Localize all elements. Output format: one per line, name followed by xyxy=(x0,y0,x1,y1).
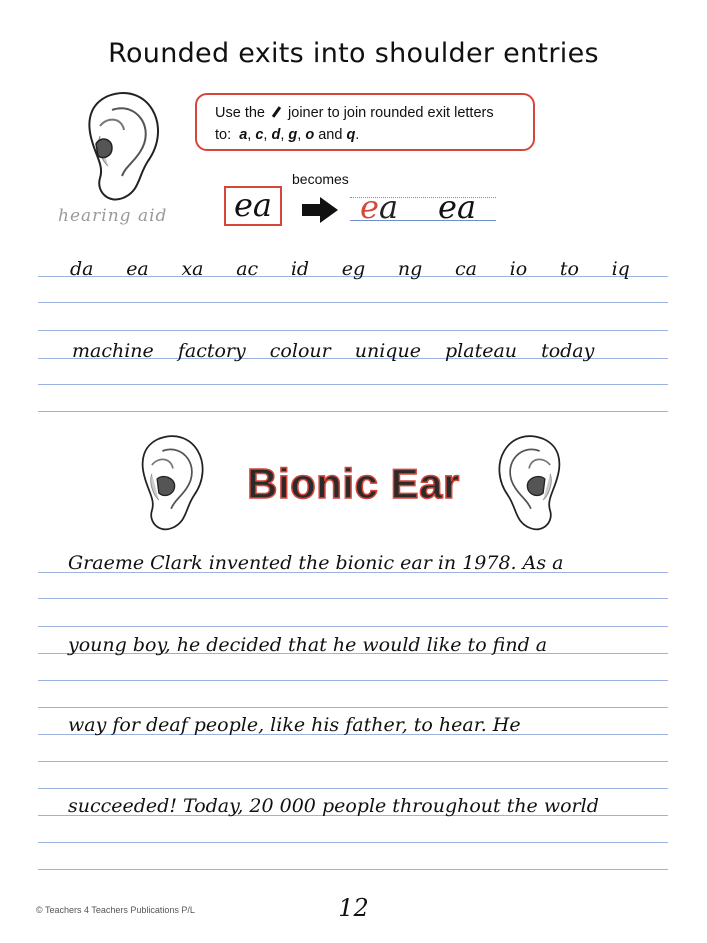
page-title: Rounded exits into shoulder entries xyxy=(108,38,599,69)
practice-pair: da xyxy=(70,258,94,280)
copyright-text: Teachers 4 Teachers Publications P/L xyxy=(44,905,195,915)
instruction-box: Use the joiner to join rounded exit letters to: a, c, d, g, o and q. xyxy=(195,93,535,151)
practice-pair: ea xyxy=(126,258,149,280)
practice-words xyxy=(72,340,612,362)
letter: g xyxy=(288,127,298,143)
writing-line xyxy=(38,330,668,331)
writing-line xyxy=(38,411,668,412)
ear-hearing-aid-icon xyxy=(490,430,570,535)
passage-line: way for deaf people, like his father, to hear. He xyxy=(68,714,521,736)
writing-line xyxy=(38,384,668,385)
practice-pair: ca xyxy=(454,258,477,280)
practice-pair: eg xyxy=(341,258,366,280)
example-joined-e: e xyxy=(360,188,379,226)
page-number: 12 xyxy=(338,894,369,922)
example-before: ea xyxy=(224,186,282,226)
instruction-text: and xyxy=(318,127,343,143)
practice-word: colour xyxy=(269,340,331,362)
practice-letters xyxy=(70,258,630,280)
practice-word: factory xyxy=(177,340,246,362)
instruction-text: Use the xyxy=(215,105,265,121)
practice-word: unique xyxy=(354,340,421,362)
writing-line xyxy=(38,869,668,870)
becomes-label: becomes xyxy=(292,171,349,187)
practice-pair: xa xyxy=(181,258,204,280)
writing-line xyxy=(38,761,668,762)
hearing-aid-caption: hearing aid xyxy=(58,206,168,226)
practice-pair: ac xyxy=(236,258,259,280)
practice-pair: io xyxy=(509,258,528,280)
copyright-icon: © xyxy=(36,905,43,915)
writing-line xyxy=(38,302,668,303)
practice-word: machine xyxy=(72,340,154,362)
instruction-text: to: xyxy=(215,127,232,143)
practice-word: today xyxy=(541,340,595,362)
instruction-text: joiner to join rounded exit letters xyxy=(288,105,494,121)
practice-pair: to xyxy=(559,258,579,280)
joiner-stroke-icon xyxy=(272,106,281,118)
writing-line xyxy=(38,598,668,599)
passage-line: Graeme Clark invented the bionic ear in 1978. As a xyxy=(68,552,564,574)
practice-word: plateau xyxy=(445,340,518,362)
ear-hearing-aid-icon xyxy=(78,86,168,206)
practice-pair: id xyxy=(290,258,310,280)
writing-line xyxy=(38,680,668,681)
practice-pair: ng xyxy=(397,258,423,280)
letter: a xyxy=(239,127,248,143)
example-joined-highlight xyxy=(360,188,398,226)
letter: c xyxy=(255,127,264,143)
example-joined-a: a xyxy=(378,188,399,226)
letter: q xyxy=(346,127,356,143)
writing-line xyxy=(38,626,668,627)
passage-line: succeeded! Today, 20 000 people throughout the world xyxy=(68,795,599,817)
section-heading: Bionic Ear xyxy=(247,460,460,507)
letter: d xyxy=(271,127,281,143)
writing-line xyxy=(38,842,668,843)
instruction-text: . xyxy=(355,127,360,143)
practice-pair: iq xyxy=(611,258,630,280)
arrow-right-icon xyxy=(300,195,340,225)
letter: o xyxy=(305,127,315,143)
writing-line xyxy=(38,788,668,789)
writing-line xyxy=(38,707,668,708)
passage-line: young boy, he decided that he would like to find a xyxy=(68,634,548,656)
example-after: ea xyxy=(438,188,477,226)
